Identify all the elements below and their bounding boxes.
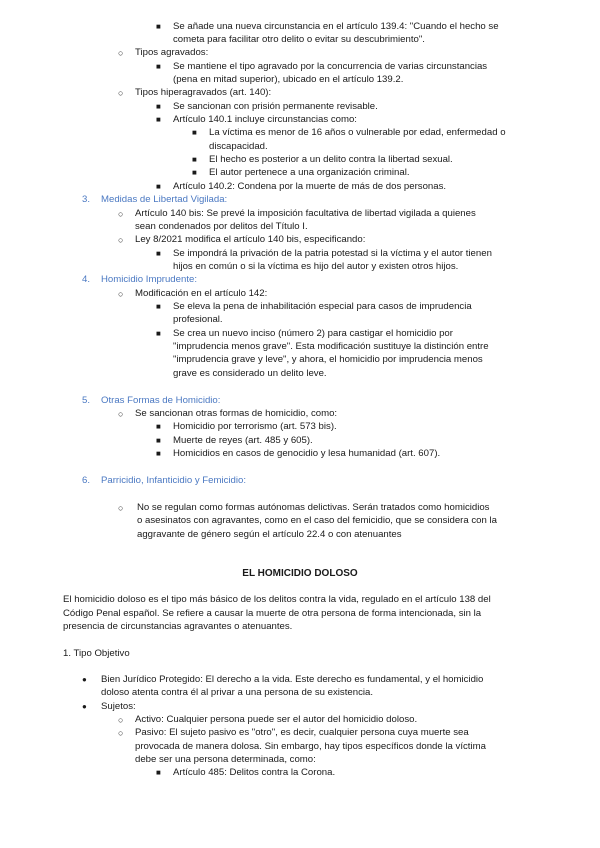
square-bullet-icon: ■ (156, 302, 161, 311)
circle-bullet-icon: ○ (118, 728, 124, 738)
circle-bullet-icon: ○ (118, 289, 124, 299)
list-item-text: El hecho es posterior a un delito contra la libertad sexual. (209, 154, 453, 165)
square-bullet-icon: ■ (192, 168, 197, 177)
list-item-text: debe ser una persona determinada, como: (135, 754, 316, 765)
list-item-text: Activo: Cualquier persona puede ser el autor del homicidio doloso. (135, 714, 418, 725)
section-heading-6: Parricidio, Infanticidio y Femicidio: (101, 475, 247, 486)
list-item-text: hijos en común o si la víctima es hijo del autor y existen otros hijos. (173, 261, 459, 272)
list-item-text: Homicidio por terrorismo (art. 573 bis). (173, 421, 337, 432)
list-item-text: Muerte de reyes (art. 485 y 605). (173, 435, 313, 446)
list-item-text: aggravante de género según el artículo 22.4 o con atenuantes (137, 529, 402, 540)
list-item-text: Se crea un nuevo inciso (número 2) para castigar el homicidio por (173, 328, 453, 339)
list-item-text: Tipos agravados: (135, 47, 209, 58)
list-item-text: o asesinatos con agravantes, como en el caso del femicidio, que se considera con la (137, 515, 497, 526)
circle-bullet-icon: ○ (118, 209, 124, 219)
square-bullet-icon: ■ (156, 115, 161, 124)
section-heading-5: Otras Formas de Homicidio: (101, 395, 221, 406)
square-bullet-icon: ■ (156, 62, 161, 71)
list-item-text: Artículo 140.1 incluye circunstancias como: (173, 114, 357, 125)
list-item-text: Pasivo: El sujeto pasivo es "otro", es decir, cualquier persona cuya muerte sea (135, 727, 469, 738)
list-item-text: Artículo 485: Delitos contra la Corona. (173, 767, 336, 778)
list-item-text: cometa para facilitar otro delito o evitar su descubrimiento". (173, 34, 425, 45)
list-item-text: provocada de manera dolosa. Sin embargo, hay tipos específicos donde la víctima (135, 741, 486, 752)
list-item-text: "imprudencia menos grave". Esta modificación sustituye la distinción entre (173, 341, 489, 352)
page-title: EL HOMICIDIO DOLOSO (242, 568, 358, 579)
section-number: 6. (82, 475, 91, 486)
list-item-text: profesional. (173, 314, 223, 325)
square-bullet-icon: ■ (156, 422, 161, 431)
paragraph-line: presencia de circunstancias agravantes o atenuantes. (63, 621, 293, 632)
list-item-text: Se mantiene el tipo agravado por la concurrencia de varias circunstancias (173, 61, 488, 72)
subsection-heading: 1. Tipo Objetivo (63, 648, 130, 659)
list-item-text: grave es considerado un delito leve. (173, 368, 327, 379)
list-item-text: Artículo 140 bis: Se prevé la imposición facultativa de libertad vigilada a quienes (135, 208, 476, 219)
list-item-text: discapacidad. (209, 141, 268, 152)
circle-bullet-icon: ○ (118, 48, 124, 58)
section-heading-3: Medidas de Libertad Vigilada: (101, 194, 228, 205)
list-item-text: Modificación en el artículo 142: (135, 288, 268, 299)
square-bullet-icon: ■ (156, 249, 161, 258)
circle-bullet-icon: ○ (118, 88, 124, 98)
section-number: 3. (82, 194, 91, 205)
square-bullet-icon: ■ (192, 155, 197, 164)
list-item-text: Se impondrá la privación de la patria potestad si la víctima y el autor tienen (173, 248, 492, 259)
list-item-text: sean condenados por delitos del Título I. (135, 221, 308, 232)
list-item-text: Se sancionan otras formas de homicidio, como: (135, 408, 338, 419)
circle-bullet-icon: ○ (118, 235, 124, 245)
square-bullet-icon: ■ (156, 329, 161, 338)
list-item-text: La víctima es menor de 16 años o vulnerable por edad, enfermedad o (209, 127, 506, 138)
paragraph-line: El homicidio doloso es el tipo más básico de los delitos contra la vida, regulado en el artículo 138 del (63, 594, 491, 605)
list-item-text: El autor pertenece a una organización criminal. (209, 167, 410, 178)
list-item-text: (pena en mitad superior), ubicado en el artículo 139.2. (173, 74, 404, 85)
square-bullet-icon: ■ (156, 436, 161, 445)
list-item-text: Se eleva la pena de inhabilitación especial para casos de imprudencia (173, 301, 472, 312)
list-item-text: Homicidios en casos de genocidio y lesa humanidad (art. 607). (173, 448, 441, 459)
section-number: 4. (82, 274, 91, 285)
disc-bullet-icon: ● (82, 702, 87, 711)
square-bullet-icon: ■ (156, 22, 161, 31)
section-heading-4: Homicidio Imprudente: (101, 274, 197, 285)
square-bullet-icon: ■ (156, 102, 161, 111)
circle-bullet-icon: ○ (118, 715, 124, 725)
square-bullet-icon: ■ (156, 449, 161, 458)
circle-bullet-icon: ○ (118, 409, 124, 419)
section-number: 5. (82, 395, 91, 406)
list-item-text: Se sancionan con prisión permanente revisable. (173, 101, 378, 112)
list-item-text: No se regulan como formas autónomas delictivas. Serán tratados como homicidios (137, 502, 490, 513)
list-item-text: doloso atenta contra él al privar a una persona de su existencia. (101, 687, 373, 698)
circle-bullet-icon: ○ (118, 503, 124, 513)
list-item-text: Se añade una nueva circunstancia en el artículo 139.4: "Cuando el hecho se (173, 21, 499, 32)
disc-bullet-icon: ● (82, 675, 87, 684)
list-item-text: Ley 8/2021 modifica el artículo 140 bis, especificando: (135, 234, 366, 245)
list-item-text: Sujetos: (101, 701, 136, 712)
square-bullet-icon: ■ (192, 128, 197, 137)
list-item-text: Artículo 140.2: Condena por la muerte de más de dos personas. (173, 181, 447, 192)
list-item-text: "imprudencia grave y leve", y ahora, el homicidio por imprudencia menos (173, 354, 483, 365)
square-bullet-icon: ■ (156, 768, 161, 777)
list-item-text: Tipos hiperagravados (art. 140): (135, 87, 272, 98)
list-item-text: Bien Jurídico Protegido: El derecho a la vida. Este derecho es fundamental, y el homicidio (101, 674, 484, 685)
square-bullet-icon: ■ (156, 182, 161, 191)
paragraph-line: Código Penal español. Se refiere a causar la muerte de otra persona de forma intencionada, sin la (63, 608, 482, 619)
